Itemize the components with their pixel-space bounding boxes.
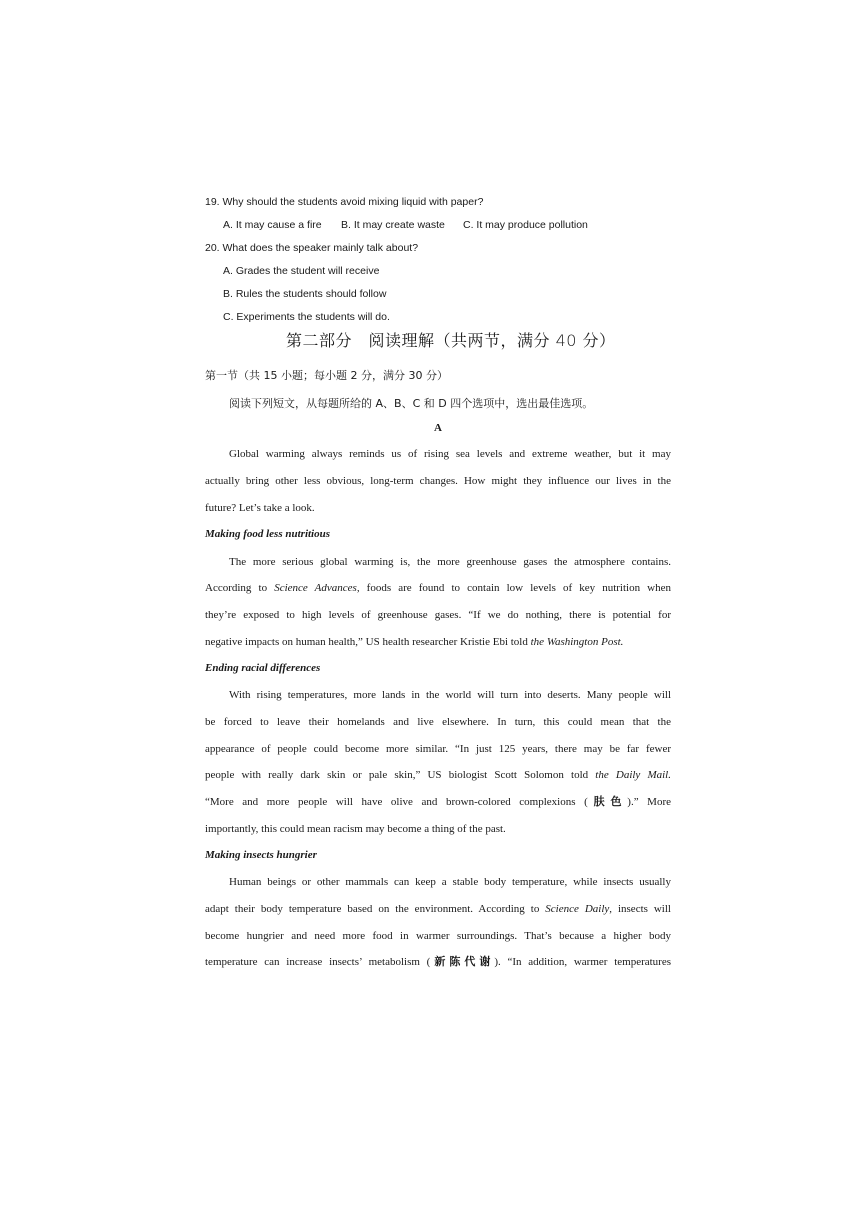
para4-line: adapt their body temperature based on the environment. According to Science Daily, insects will: [205, 903, 671, 915]
q20-option-a: A. Grades the student will receive: [223, 265, 380, 277]
q20-option-b: B. Rules the students should follow: [223, 288, 387, 300]
para1-line: future? Let’s take a look.: [205, 502, 315, 514]
para2-line: The more serious global warming is, the more greenhouse gases the atmosphere contains.: [229, 556, 671, 568]
heading-insects: Making insects hungrier: [205, 849, 317, 861]
para3-line: people with really dark skin or pale skin,” US biologist Scott Solomon told the Daily Mail.: [205, 769, 671, 781]
para3-line: “More and more people will have olive and brown-colored complexions (肤色).” More: [205, 795, 672, 808]
source-daily-mail: the Daily Mail.: [595, 769, 671, 781]
q19-option-a: A. It may cause a fire: [223, 219, 322, 231]
heading-food: Making food less nutritious: [205, 528, 331, 540]
para4-line: temperature can increase insects’ metabolism (新陈代谢). “In addition, warmer temperatures: [205, 955, 671, 968]
source-washington-post: the Washington Post.: [530, 636, 624, 648]
instruction: 阅读下列短文，从每题所给的 A、B、C 和 D 四个选项中，选出最佳选项。: [229, 397, 594, 410]
para3-line: With rising temperatures, more lands in the world will turn into deserts. Many people will: [229, 689, 671, 701]
para2-line: they’re exposed to high levels of greenhouse gases. “If we do nothing, there is potential for: [205, 609, 671, 621]
para2-line: According to Science Advances, foods are found to contain low levels of key nutrition when: [205, 582, 672, 594]
source-science-advances: Science Advances,: [274, 582, 360, 594]
q20-option-c: C. Experiments the students will do.: [223, 311, 390, 323]
para3-line: importantly, this could mean racism may become a thing of the past.: [205, 823, 506, 835]
para4-line: become hungrier and need more food in warmer surroundings. That’s because a higher body: [205, 930, 671, 942]
para1-line: actually bring other less obvious, long-term changes. How might they influence our lives in the: [205, 475, 671, 487]
question-20: 20. What does the speaker mainly talk about?: [205, 242, 419, 254]
source-science-daily: Science Daily: [545, 903, 610, 915]
para1-line: Global warming always reminds us of rising sea levels and extreme weather, but it may: [229, 448, 671, 460]
question-19: 19. Why should the students avoid mixing liquid with paper?: [205, 196, 484, 208]
para3-line: be forced to leave their homelands and live elsewhere. In turn, this could mean that the: [205, 716, 671, 728]
section-heading: 第一节（共 15 小题；每小题 2 分，满分 30 分）: [205, 369, 448, 382]
question-19-options: [223, 219, 588, 231]
part-title: 第二部分 阅读理解（共两节，满分 40 分）: [286, 331, 616, 350]
para4-line: Human beings or other mammals can keep a stable body temperature, while insects usually: [229, 876, 671, 888]
heading-racial: Ending racial differences: [205, 662, 321, 674]
q19-option-b: B. It may create waste: [341, 219, 445, 231]
q19-option-c: C. It may produce pollution: [463, 219, 588, 231]
para3-line: appearance of people could become more similar. “In just 125 years, there may be far fewer: [205, 743, 671, 755]
para2-line: negative impacts on human health,” US health researcher Kristie Ebi told the Washington Post.: [205, 636, 624, 648]
passage-label: A: [434, 422, 442, 434]
